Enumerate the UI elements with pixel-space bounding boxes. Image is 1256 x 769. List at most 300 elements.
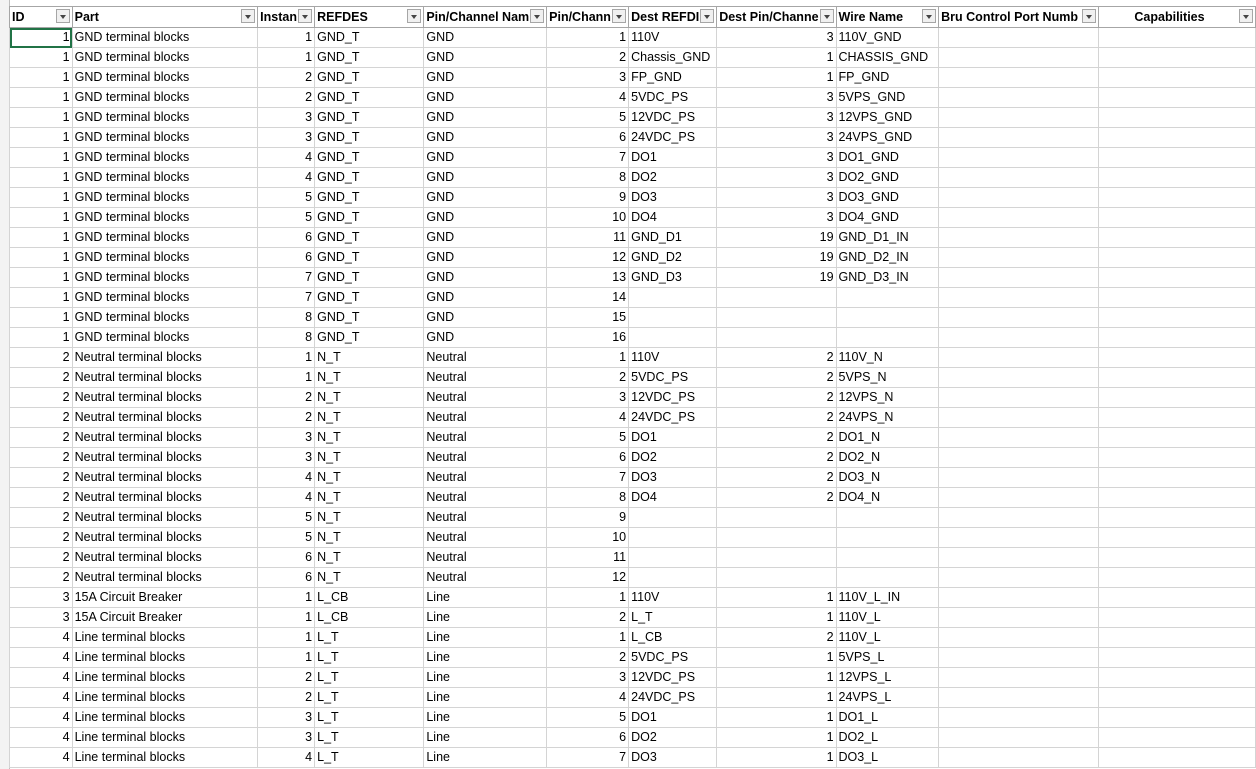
cell-pin-channel-name[interactable]: Line [424,708,547,728]
cell-pin-channel-name[interactable]: GND [424,88,547,108]
cell-capabilities[interactable] [1099,248,1256,268]
cell-dest-pin-channel[interactable]: 1 [717,728,836,748]
cell-pin-channel[interactable]: 2 [547,48,629,68]
cell-pin-channel-name[interactable]: Neutral [424,408,547,428]
cell-pin-channel[interactable]: 6 [547,128,629,148]
cell-instance[interactable]: 4 [258,168,315,188]
cell-wire-name[interactable]: DO2_L [836,728,939,748]
cell-capabilities[interactable] [1099,588,1256,608]
cell-pin-channel-name[interactable]: Neutral [424,368,547,388]
header-id[interactable] [10,7,73,28]
cell-pin-channel-name[interactable]: GND [424,68,547,88]
cell-id[interactable]: 2 [10,408,73,428]
cell-capabilities[interactable] [1099,488,1256,508]
cell-capabilities[interactable] [1099,88,1256,108]
cell-dest-refdes[interactable]: GND_D2 [629,248,717,268]
cell-pin-channel-name[interactable]: Line [424,608,547,628]
cell-part[interactable]: Line terminal blocks [72,708,258,728]
cell-pin-channel-name[interactable]: GND [424,228,547,248]
cell-pin-channel[interactable]: 4 [547,88,629,108]
cell-bru-control-port[interactable] [939,548,1099,568]
cell-dest-refdes[interactable]: 5VDC_PS [629,648,717,668]
cell-id[interactable]: 1 [10,268,73,288]
cell-capabilities[interactable] [1099,68,1256,88]
cell-instance[interactable]: 1 [258,48,315,68]
cell-pin-channel[interactable]: 11 [547,548,629,568]
cell-part[interactable]: 15A Circuit Breaker [72,588,258,608]
cell-bru-control-port[interactable] [939,628,1099,648]
cell-pin-channel-name[interactable]: Neutral [424,468,547,488]
cell-bru-control-port[interactable] [939,508,1099,528]
cell-bru-control-port[interactable] [939,688,1099,708]
cell-wire-name[interactable]: DO4_N [836,488,939,508]
cell-capabilities[interactable] [1099,228,1256,248]
cell-bru-control-port[interactable] [939,288,1099,308]
filter-dropdown-icon[interactable] [820,9,834,23]
header-bru-control-port[interactable] [939,7,1099,28]
cell-capabilities[interactable] [1099,528,1256,548]
cell-instance[interactable]: 6 [258,548,315,568]
cell-refdes[interactable]: GND_T [315,88,424,108]
cell-wire-name[interactable]: 5VPS_GND [836,88,939,108]
cell-pin-channel-name[interactable]: Neutral [424,508,547,528]
cell-dest-pin-channel[interactable]: 1 [717,688,836,708]
cell-capabilities[interactable] [1099,668,1256,688]
cell-id[interactable]: 1 [10,48,73,68]
cell-capabilities[interactable] [1099,408,1256,428]
cell-wire-name[interactable] [836,548,939,568]
cell-pin-channel-name[interactable]: GND [424,188,547,208]
cell-pin-channel[interactable]: 9 [547,188,629,208]
cell-wire-name[interactable]: 5VPS_L [836,648,939,668]
cell-bru-control-port[interactable] [939,468,1099,488]
cell-instance[interactable]: 3 [258,448,315,468]
cell-refdes[interactable]: N_T [315,348,424,368]
cell-part[interactable]: GND terminal blocks [72,148,258,168]
cell-id[interactable]: 2 [10,508,73,528]
cell-dest-refdes[interactable]: 24VDC_PS [629,688,717,708]
cell-id[interactable]: 1 [10,108,73,128]
cell-bru-control-port[interactable] [939,248,1099,268]
cell-dest-pin-channel[interactable]: 3 [717,88,836,108]
cell-dest-pin-channel[interactable]: 3 [717,108,836,128]
cell-wire-name[interactable]: 5VPS_N [836,368,939,388]
cell-id[interactable]: 2 [10,368,73,388]
cell-refdes[interactable]: GND_T [315,288,424,308]
cell-dest-refdes[interactable]: GND_D1 [629,228,717,248]
cell-dest-refdes[interactable]: L_T [629,608,717,628]
cell-dest-refdes[interactable]: Chassis_GND [629,48,717,68]
cell-pin-channel-name[interactable]: Line [424,728,547,748]
cell-capabilities[interactable] [1099,648,1256,668]
cell-refdes[interactable]: GND_T [315,148,424,168]
cell-capabilities[interactable] [1099,468,1256,488]
cell-dest-refdes[interactable]: 12VDC_PS [629,388,717,408]
cell-id[interactable]: 2 [10,388,73,408]
cell-dest-refdes[interactable] [629,548,717,568]
cell-bru-control-port[interactable] [939,188,1099,208]
cell-instance[interactable]: 3 [258,128,315,148]
cell-refdes[interactable]: N_T [315,448,424,468]
cell-dest-pin-channel[interactable] [717,528,836,548]
cell-capabilities[interactable] [1099,148,1256,168]
cell-pin-channel[interactable]: 14 [547,288,629,308]
cell-capabilities[interactable] [1099,608,1256,628]
cell-dest-refdes[interactable] [629,528,717,548]
cell-pin-channel-name[interactable]: Line [424,628,547,648]
cell-pin-channel[interactable]: 12 [547,568,629,588]
cell-wire-name[interactable]: FP_GND [836,68,939,88]
cell-refdes[interactable]: N_T [315,408,424,428]
cell-pin-channel-name[interactable]: Line [424,688,547,708]
cell-pin-channel-name[interactable]: GND [424,308,547,328]
cell-dest-pin-channel[interactable]: 3 [717,128,836,148]
cell-pin-channel[interactable]: 11 [547,228,629,248]
cell-bru-control-port[interactable] [939,608,1099,628]
filter-dropdown-icon[interactable] [407,9,421,23]
cell-dest-pin-channel[interactable] [717,548,836,568]
cell-id[interactable]: 1 [10,288,73,308]
cell-bru-control-port[interactable] [939,668,1099,688]
cell-capabilities[interactable] [1099,188,1256,208]
cell-id[interactable]: 1 [10,68,73,88]
cell-refdes[interactable]: GND_T [315,68,424,88]
cell-wire-name[interactable] [836,288,939,308]
cell-dest-refdes[interactable] [629,508,717,528]
header-dest-refdes[interactable] [629,7,717,28]
cell-dest-refdes[interactable]: 24VDC_PS [629,128,717,148]
cell-dest-pin-channel[interactable]: 1 [717,608,836,628]
cell-capabilities[interactable] [1099,428,1256,448]
cell-pin-channel-name[interactable]: GND [424,168,547,188]
cell-part[interactable]: GND terminal blocks [72,268,258,288]
cell-capabilities[interactable] [1099,548,1256,568]
cell-dest-pin-channel[interactable]: 3 [717,188,836,208]
cell-dest-pin-channel[interactable]: 1 [717,648,836,668]
cell-dest-refdes[interactable]: FP_GND [629,68,717,88]
cell-capabilities[interactable] [1099,628,1256,648]
cell-dest-pin-channel[interactable]: 2 [717,628,836,648]
cell-id[interactable]: 1 [10,228,73,248]
cell-dest-pin-channel[interactable]: 2 [717,448,836,468]
cell-part[interactable]: GND terminal blocks [72,328,258,348]
cell-refdes[interactable]: GND_T [315,48,424,68]
cell-part[interactable]: Line terminal blocks [72,728,258,748]
cell-dest-refdes[interactable]: 5VDC_PS [629,88,717,108]
cell-instance[interactable]: 5 [258,528,315,548]
cell-capabilities[interactable] [1099,388,1256,408]
cell-pin-channel[interactable]: 7 [547,468,629,488]
cell-refdes[interactable]: L_CB [315,588,424,608]
cell-instance[interactable]: 8 [258,328,315,348]
cell-instance[interactable]: 1 [258,648,315,668]
cell-pin-channel[interactable]: 4 [547,688,629,708]
filter-dropdown-icon[interactable] [612,9,626,23]
cell-dest-pin-channel[interactable]: 2 [717,348,836,368]
cell-bru-control-port[interactable] [939,108,1099,128]
cell-bru-control-port[interactable] [939,228,1099,248]
cell-capabilities[interactable] [1099,448,1256,468]
cell-id[interactable]: 2 [10,568,73,588]
cell-dest-pin-channel[interactable]: 19 [717,228,836,248]
cell-dest-pin-channel[interactable]: 19 [717,248,836,268]
cell-bru-control-port[interactable] [939,708,1099,728]
cell-instance[interactable]: 6 [258,228,315,248]
cell-instance[interactable]: 2 [258,388,315,408]
cell-instance[interactable]: 2 [258,68,315,88]
cell-id[interactable]: 2 [10,428,73,448]
cell-pin-channel[interactable]: 6 [547,448,629,468]
cell-instance[interactable]: 7 [258,268,315,288]
cell-dest-pin-channel[interactable]: 2 [717,368,836,388]
cell-pin-channel[interactable]: 1 [547,628,629,648]
cell-wire-name[interactable] [836,568,939,588]
cell-dest-pin-channel[interactable]: 3 [717,28,836,48]
cell-pin-channel[interactable]: 12 [547,248,629,268]
header-pin-channel-name[interactable] [424,7,547,28]
cell-capabilities[interactable] [1099,368,1256,388]
cell-instance[interactable]: 5 [258,188,315,208]
cell-instance[interactable]: 1 [258,588,315,608]
cell-part[interactable]: Line terminal blocks [72,628,258,648]
cell-bru-control-port[interactable] [939,748,1099,768]
cell-wire-name[interactable] [836,308,939,328]
cell-wire-name[interactable]: DO3_L [836,748,939,768]
cell-instance[interactable]: 3 [258,108,315,128]
cell-capabilities[interactable] [1099,728,1256,748]
cell-dest-pin-channel[interactable]: 2 [717,408,836,428]
cell-pin-channel-name[interactable]: Neutral [424,488,547,508]
header-pin-channel[interactable] [547,7,629,28]
cell-bru-control-port[interactable] [939,328,1099,348]
cell-id[interactable]: 1 [10,88,73,108]
cell-wire-name[interactable]: GND_D3_IN [836,268,939,288]
cell-capabilities[interactable] [1099,308,1256,328]
cell-part[interactable]: Neutral terminal blocks [72,448,258,468]
cell-instance[interactable]: 6 [258,568,315,588]
cell-pin-channel-name[interactable]: Line [424,588,547,608]
cell-refdes[interactable]: GND_T [315,188,424,208]
cell-refdes[interactable]: L_T [315,708,424,728]
cell-part[interactable]: GND terminal blocks [72,308,258,328]
cell-bru-control-port[interactable] [939,448,1099,468]
cell-pin-channel[interactable]: 5 [547,428,629,448]
cell-instance[interactable]: 7 [258,288,315,308]
cell-pin-channel-name[interactable]: GND [424,28,547,48]
cell-part[interactable]: Line terminal blocks [72,648,258,668]
cell-id[interactable]: 1 [10,128,73,148]
cell-pin-channel[interactable]: 9 [547,508,629,528]
cell-pin-channel-name[interactable]: Line [424,668,547,688]
cell-capabilities[interactable] [1099,748,1256,768]
cell-dest-refdes[interactable]: DO3 [629,468,717,488]
cell-bru-control-port[interactable] [939,308,1099,328]
cell-dest-refdes[interactable]: 5VDC_PS [629,368,717,388]
cell-wire-name[interactable]: DO3_GND [836,188,939,208]
cell-id[interactable]: 1 [10,28,73,48]
cell-id[interactable]: 2 [10,448,73,468]
cell-wire-name[interactable]: GND_D2_IN [836,248,939,268]
cell-pin-channel[interactable]: 15 [547,308,629,328]
cell-part[interactable]: GND terminal blocks [72,88,258,108]
cell-pin-channel[interactable]: 7 [547,748,629,768]
cell-refdes[interactable]: L_T [315,688,424,708]
cell-part[interactable]: Neutral terminal blocks [72,388,258,408]
cell-bru-control-port[interactable] [939,28,1099,48]
cell-instance[interactable]: 1 [258,28,315,48]
cell-wire-name[interactable]: 24VPS_N [836,408,939,428]
cell-refdes[interactable]: GND_T [315,128,424,148]
cell-pin-channel[interactable]: 8 [547,488,629,508]
cell-instance[interactable]: 1 [258,348,315,368]
cell-refdes[interactable]: GND_T [315,208,424,228]
cell-dest-pin-channel[interactable]: 2 [717,388,836,408]
cell-dest-refdes[interactable]: L_CB [629,628,717,648]
cell-bru-control-port[interactable] [939,588,1099,608]
cell-capabilities[interactable] [1099,128,1256,148]
cell-refdes[interactable]: GND_T [315,168,424,188]
cell-refdes[interactable]: N_T [315,548,424,568]
cell-id[interactable]: 4 [10,628,73,648]
cell-capabilities[interactable] [1099,288,1256,308]
cell-pin-channel[interactable]: 3 [547,388,629,408]
cell-part[interactable]: Line terminal blocks [72,688,258,708]
cell-part[interactable]: GND terminal blocks [72,188,258,208]
cell-part[interactable]: GND terminal blocks [72,168,258,188]
cell-bru-control-port[interactable] [939,488,1099,508]
cell-pin-channel[interactable]: 6 [547,728,629,748]
cell-id[interactable]: 1 [10,188,73,208]
cell-capabilities[interactable] [1099,28,1256,48]
cell-dest-refdes[interactable]: DO2 [629,448,717,468]
cell-wire-name[interactable] [836,508,939,528]
cell-part[interactable]: Neutral terminal blocks [72,428,258,448]
cell-pin-channel-name[interactable]: Neutral [424,548,547,568]
cell-part[interactable]: Neutral terminal blocks [72,368,258,388]
cell-refdes[interactable]: N_T [315,388,424,408]
cell-wire-name[interactable]: DO1_GND [836,148,939,168]
cell-instance[interactable]: 3 [258,428,315,448]
cell-pin-channel[interactable]: 10 [547,528,629,548]
cell-dest-pin-channel[interactable] [717,508,836,528]
cell-pin-channel[interactable]: 3 [547,68,629,88]
cell-instance[interactable]: 1 [258,608,315,628]
cell-instance[interactable]: 3 [258,708,315,728]
cell-id[interactable]: 3 [10,608,73,628]
cell-instance[interactable]: 3 [258,728,315,748]
cell-bru-control-port[interactable] [939,728,1099,748]
cell-refdes[interactable]: GND_T [315,228,424,248]
cell-pin-channel-name[interactable]: GND [424,108,547,128]
cell-part[interactable]: GND terminal blocks [72,128,258,148]
cell-id[interactable]: 4 [10,728,73,748]
cell-pin-channel[interactable]: 4 [547,408,629,428]
cell-dest-pin-channel[interactable]: 1 [717,68,836,88]
cell-dest-refdes[interactable] [629,568,717,588]
cell-refdes[interactable]: GND_T [315,28,424,48]
cell-pin-channel[interactable]: 5 [547,108,629,128]
cell-part[interactable]: 15A Circuit Breaker [72,608,258,628]
cell-pin-channel-name[interactable]: Neutral [424,388,547,408]
cell-part[interactable]: Neutral terminal blocks [72,408,258,428]
cell-id[interactable]: 4 [10,668,73,688]
cell-bru-control-port[interactable] [939,388,1099,408]
cell-bru-control-port[interactable] [939,268,1099,288]
cell-instance[interactable]: 4 [258,148,315,168]
cell-capabilities[interactable] [1099,708,1256,728]
cell-dest-refdes[interactable] [629,288,717,308]
cell-pin-channel[interactable]: 1 [547,28,629,48]
cell-instance[interactable]: 2 [258,408,315,428]
cell-wire-name[interactable]: 12VPS_L [836,668,939,688]
cell-pin-channel-name[interactable]: Line [424,648,547,668]
cell-capabilities[interactable] [1099,208,1256,228]
cell-instance[interactable]: 8 [258,308,315,328]
cell-pin-channel-name[interactable]: GND [424,208,547,228]
cell-dest-pin-channel[interactable] [717,568,836,588]
cell-pin-channel[interactable]: 3 [547,668,629,688]
cell-instance[interactable]: 4 [258,468,315,488]
cell-wire-name[interactable]: 110V_L [836,628,939,648]
cell-id[interactable]: 4 [10,688,73,708]
cell-bru-control-port[interactable] [939,428,1099,448]
cell-pin-channel[interactable]: 13 [547,268,629,288]
cell-dest-pin-channel[interactable]: 1 [717,48,836,68]
cell-instance[interactable]: 2 [258,88,315,108]
cell-dest-pin-channel[interactable]: 2 [717,488,836,508]
cell-dest-refdes[interactable]: 110V [629,28,717,48]
cell-id[interactable]: 4 [10,748,73,768]
cell-dest-pin-channel[interactable]: 19 [717,268,836,288]
filter-dropdown-icon[interactable] [530,9,544,23]
cell-pin-channel-name[interactable]: Neutral [424,448,547,468]
cell-id[interactable]: 1 [10,308,73,328]
cell-id[interactable]: 4 [10,708,73,728]
cell-pin-channel-name[interactable]: Neutral [424,348,547,368]
cell-part[interactable]: GND terminal blocks [72,248,258,268]
cell-pin-channel[interactable]: 10 [547,208,629,228]
cell-refdes[interactable]: N_T [315,368,424,388]
cell-instance[interactable]: 4 [258,488,315,508]
cell-capabilities[interactable] [1099,328,1256,348]
cell-id[interactable]: 2 [10,528,73,548]
cell-part[interactable]: GND terminal blocks [72,288,258,308]
cell-wire-name[interactable]: GND_D1_IN [836,228,939,248]
cell-pin-channel[interactable]: 16 [547,328,629,348]
cell-instance[interactable]: 6 [258,248,315,268]
cell-dest-refdes[interactable]: DO1 [629,428,717,448]
cell-refdes[interactable]: N_T [315,488,424,508]
cell-instance[interactable]: 4 [258,748,315,768]
cell-bru-control-port[interactable] [939,648,1099,668]
cell-part[interactable]: Neutral terminal blocks [72,508,258,528]
cell-dest-pin-channel[interactable]: 1 [717,668,836,688]
cell-id[interactable]: 1 [10,328,73,348]
cell-dest-pin-channel[interactable]: 3 [717,168,836,188]
cell-dest-refdes[interactable]: 12VDC_PS [629,108,717,128]
cell-id[interactable]: 3 [10,588,73,608]
cell-wire-name[interactable]: DO2_GND [836,168,939,188]
cell-dest-pin-channel[interactable]: 2 [717,468,836,488]
cell-refdes[interactable]: GND_T [315,308,424,328]
cell-dest-refdes[interactable]: 110V [629,348,717,368]
cell-bru-control-port[interactable] [939,528,1099,548]
filter-dropdown-icon[interactable] [298,9,312,23]
cell-pin-channel[interactable]: 1 [547,588,629,608]
cell-pin-channel-name[interactable]: GND [424,328,547,348]
cell-dest-refdes[interactable]: DO1 [629,148,717,168]
filter-dropdown-icon[interactable] [1082,9,1096,23]
